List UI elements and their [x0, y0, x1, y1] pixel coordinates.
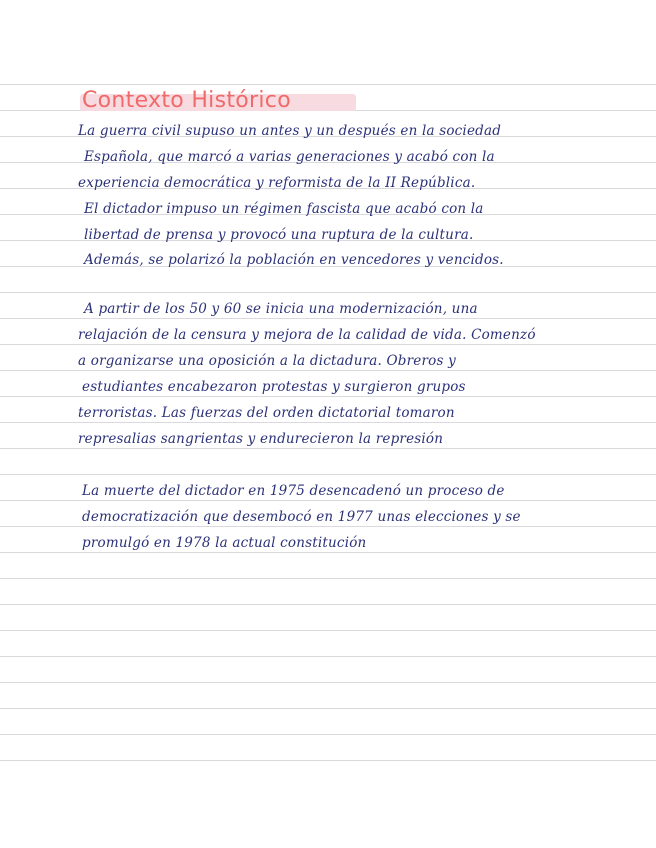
text-line: promulgó en 1978 la actual constitución [82, 535, 367, 551]
text-line: El dictador impuso un régimen fascista que acabó con la [84, 201, 484, 217]
text-line: Española, que marcó a varias generaciones y acabó con la [84, 149, 495, 165]
text-line: La muerte del dictador en 1975 desencadenó un proceso de [82, 483, 505, 499]
bottom-margin [0, 780, 656, 848]
text-line: Además, se polarizó la población en vencedores y vencidos. [84, 252, 504, 268]
text-line: experiencia democrática y reformista de la II República. [78, 175, 476, 191]
text-line: represalias sangrientas y endurecieron la represión [78, 431, 444, 447]
text-line: relajación de la censura y mejora de la calidad de vida. Comenzó [78, 327, 536, 343]
page-title: Contexto Histórico [82, 88, 291, 113]
text-line: libertad de prensa y provocó una ruptura de la cultura. [84, 227, 474, 243]
text-line: estudiantes encabezaron protestas y surgieron grupos [82, 379, 466, 395]
text-line: La guerra civil supuso un antes y un después en la sociedad [78, 123, 502, 139]
text-line: a organizarse una oposición a la dictadura. Obreros y [78, 353, 456, 369]
title-block [82, 88, 291, 114]
text-line: A partir de los 50 y 60 se inicia una modernización, una [84, 301, 478, 317]
text-line: democratización que desembocó en 1977 unas elecciones y se [82, 509, 521, 525]
text-line: terroristas. Las fuerzas del orden dictatorial tomaron [78, 405, 455, 421]
top-margin [0, 0, 656, 84]
